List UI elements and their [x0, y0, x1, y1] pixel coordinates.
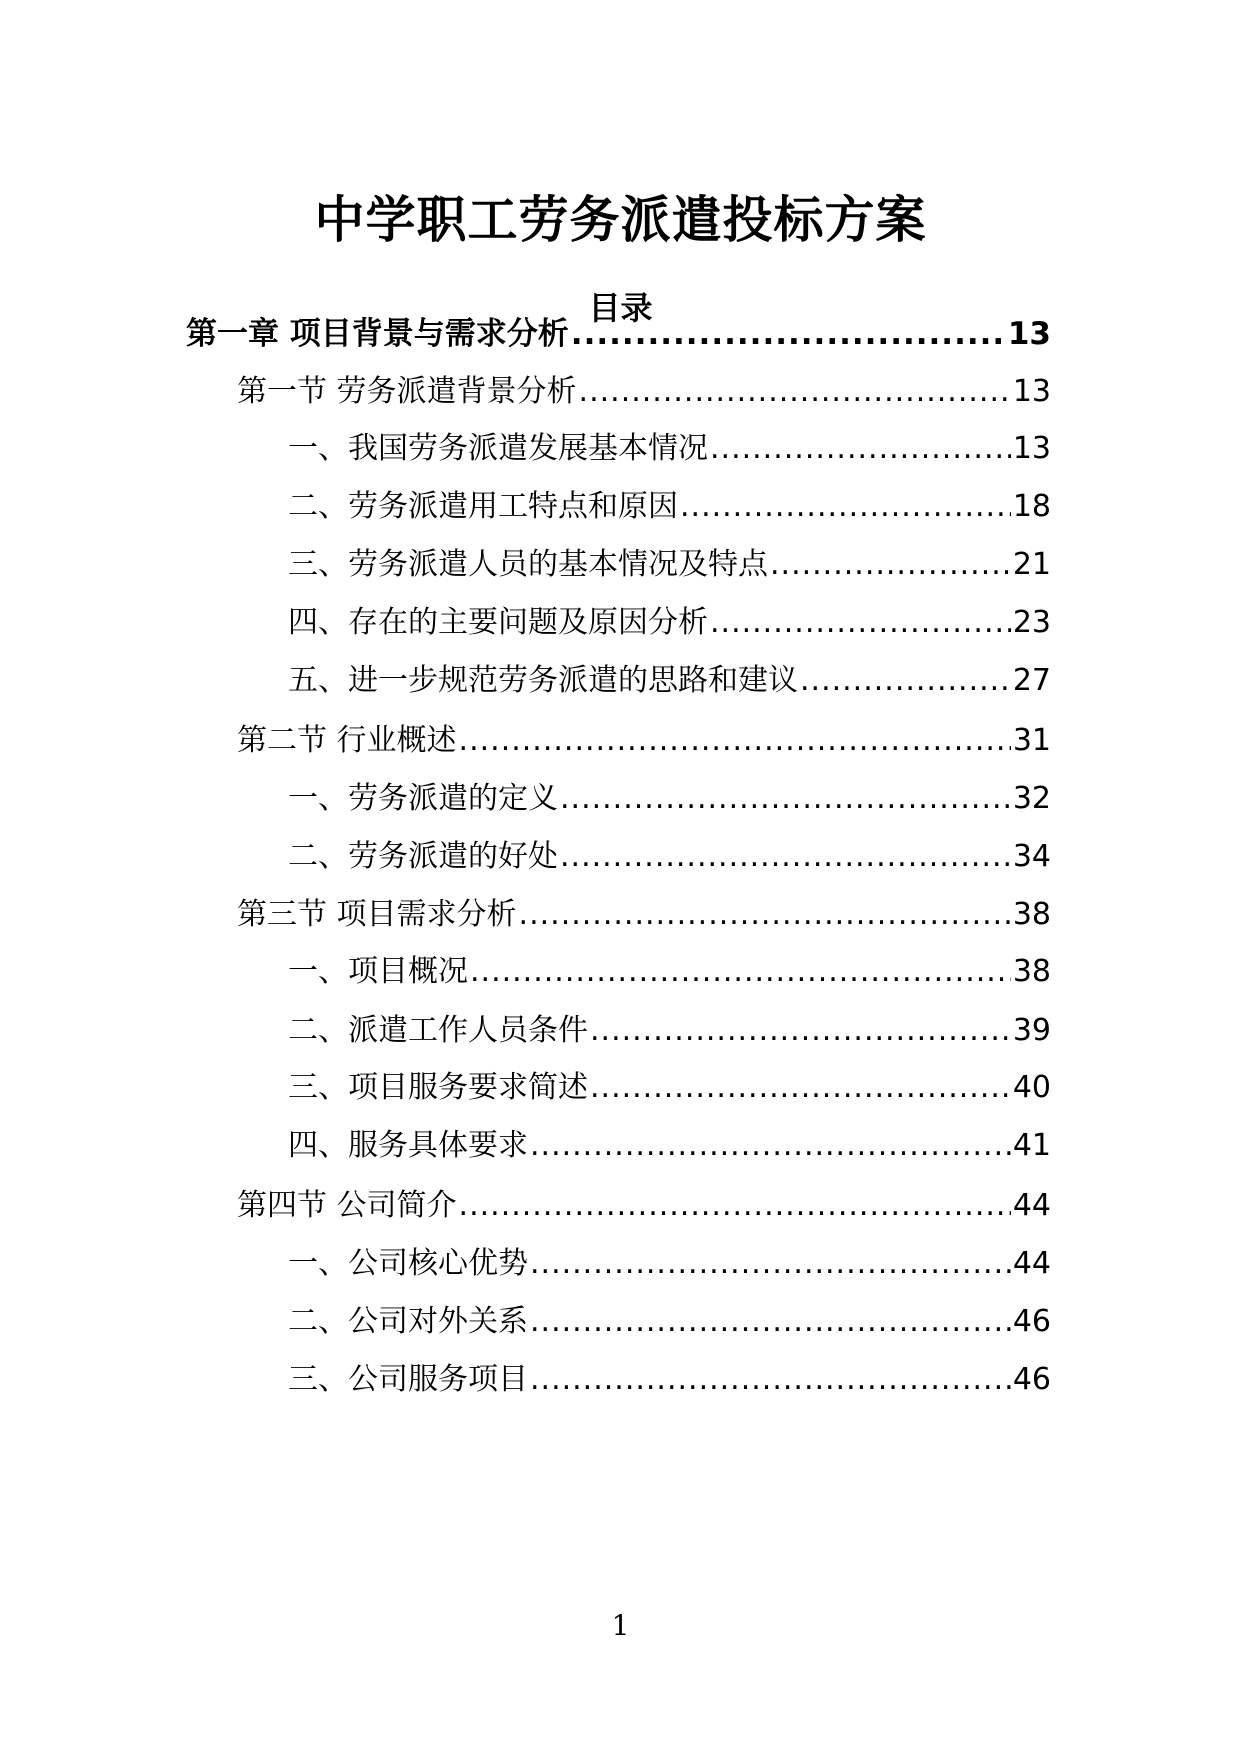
- toc-dot-leader: [530, 1243, 1011, 1285]
- toc-entry-text: 第一节 劳务派遣背景分析: [237, 374, 577, 409]
- toc-dot-leader: [470, 951, 1011, 993]
- page-number: 1: [611, 1609, 630, 1642]
- toc-entry-subsection[interactable]: [288, 1010, 1051, 1052]
- toc-entry-page: 41: [1012, 1128, 1051, 1163]
- toc-entry-text: 一、项目概况: [288, 954, 468, 989]
- toc-entry-subsection[interactable]: [288, 486, 1051, 528]
- toc-dot-leader: [770, 544, 1011, 586]
- toc-entry-chapter-1[interactable]: [186, 313, 1051, 355]
- toc-entry-text: 四、存在的主要问题及原因分析: [288, 605, 708, 640]
- toc-entry-page: 34: [1012, 839, 1051, 874]
- toc-entry-page: 46: [1012, 1362, 1051, 1397]
- toc-dot-leader: [590, 1067, 1011, 1109]
- toc-entry-text: 三、公司服务项目: [288, 1362, 528, 1397]
- toc-entry-page: 38: [1012, 897, 1051, 932]
- toc-entry-text: 五、进一步规范劳务派遣的思路和建议: [288, 663, 798, 698]
- toc-entry-page: 44: [1012, 1188, 1051, 1223]
- toc-entry-text: 第四节 公司简介: [237, 1188, 457, 1223]
- toc-entry-text: 二、派遣工作人员条件: [288, 1013, 588, 1048]
- toc-entry-subsection[interactable]: [288, 428, 1051, 470]
- toc-entry-section-3[interactable]: [237, 894, 1051, 936]
- toc-entry-subsection[interactable]: [288, 1067, 1051, 1109]
- toc-entry-subsection[interactable]: [288, 1125, 1051, 1167]
- toc-entry-text: 二、劳务派遣用工特点和原因: [288, 489, 678, 524]
- toc-entry-section-2[interactable]: [237, 720, 1051, 762]
- toc-entry-subsection[interactable]: [288, 1301, 1051, 1343]
- toc-entry-page: 39: [1012, 1013, 1051, 1048]
- toc-dot-leader: [530, 1359, 1011, 1401]
- toc-entry-page: 27: [1012, 663, 1051, 698]
- toc-entry-subsection[interactable]: [288, 660, 1051, 702]
- toc-entry-subsection[interactable]: [288, 544, 1051, 586]
- toc-heading: 目录: [588, 289, 653, 327]
- toc-entry-page: 21: [1012, 547, 1051, 582]
- toc-entry-subsection[interactable]: [288, 778, 1051, 820]
- toc-dot-leader: [590, 1010, 1011, 1052]
- toc-dot-leader: [800, 660, 1011, 702]
- toc-entry-text: 一、劳务派遣的定义: [288, 781, 558, 816]
- toc-dot-leader: [560, 778, 1011, 820]
- toc-dot-leader: [530, 1125, 1011, 1167]
- toc-entry-page: 23: [1012, 605, 1051, 640]
- toc-entry-subsection[interactable]: [288, 1359, 1051, 1401]
- toc-dot-leader: [459, 720, 1011, 762]
- toc-dot-leader: [579, 371, 1011, 413]
- toc-entry-text: 第二节 行业概述: [237, 723, 457, 758]
- toc-entry-section-1[interactable]: [237, 371, 1051, 413]
- toc-entry-page: 32: [1012, 781, 1051, 816]
- toc-entry-page: 44: [1012, 1246, 1051, 1281]
- document-title: 中学职工劳务派遣投标方案: [314, 191, 927, 249]
- toc-entry-text: 四、服务具体要求: [288, 1128, 528, 1163]
- toc-entry-text: 第一章 项目背景与需求分析: [186, 316, 569, 352]
- toc-entry-page: 13: [1007, 316, 1051, 352]
- toc-entry-subsection[interactable]: [288, 836, 1051, 878]
- toc-dot-leader: [710, 602, 1011, 644]
- toc-entry-page: 31: [1012, 723, 1051, 758]
- toc-dot-leader: [560, 836, 1011, 878]
- toc-entry-text: 二、劳务派遣的好处: [288, 839, 558, 874]
- toc-entry-text: 一、我国劳务派遣发展基本情况: [288, 431, 708, 466]
- toc-dot-leader: [571, 313, 1006, 355]
- toc-entry-page: 13: [1012, 431, 1051, 466]
- toc-entry-page: 46: [1012, 1304, 1051, 1339]
- toc-entry-text: 三、项目服务要求简述: [288, 1070, 588, 1105]
- toc-entry-text: 第三节 项目需求分析: [237, 897, 517, 932]
- toc-dot-leader: [459, 1185, 1011, 1227]
- toc-entry-page: 38: [1012, 954, 1051, 989]
- toc-entry-page: 18: [1012, 489, 1051, 524]
- toc-entry-text: 一、公司核心优势: [288, 1246, 528, 1281]
- toc-entry-subsection[interactable]: [288, 951, 1051, 993]
- toc-entry-text: 二、公司对外关系: [288, 1304, 528, 1339]
- toc-entry-page: 13: [1012, 374, 1051, 409]
- toc-dot-leader: [680, 486, 1011, 528]
- toc-entry-page: 40: [1012, 1070, 1051, 1105]
- toc-entry-text: 三、劳务派遣人员的基本情况及特点: [288, 547, 768, 582]
- toc-dot-leader: [519, 894, 1011, 936]
- toc-entry-section-4[interactable]: [237, 1185, 1051, 1227]
- toc-dot-leader: [710, 428, 1011, 470]
- toc-entry-subsection[interactable]: [288, 602, 1051, 644]
- toc-dot-leader: [530, 1301, 1011, 1343]
- toc-entry-subsection[interactable]: [288, 1243, 1051, 1285]
